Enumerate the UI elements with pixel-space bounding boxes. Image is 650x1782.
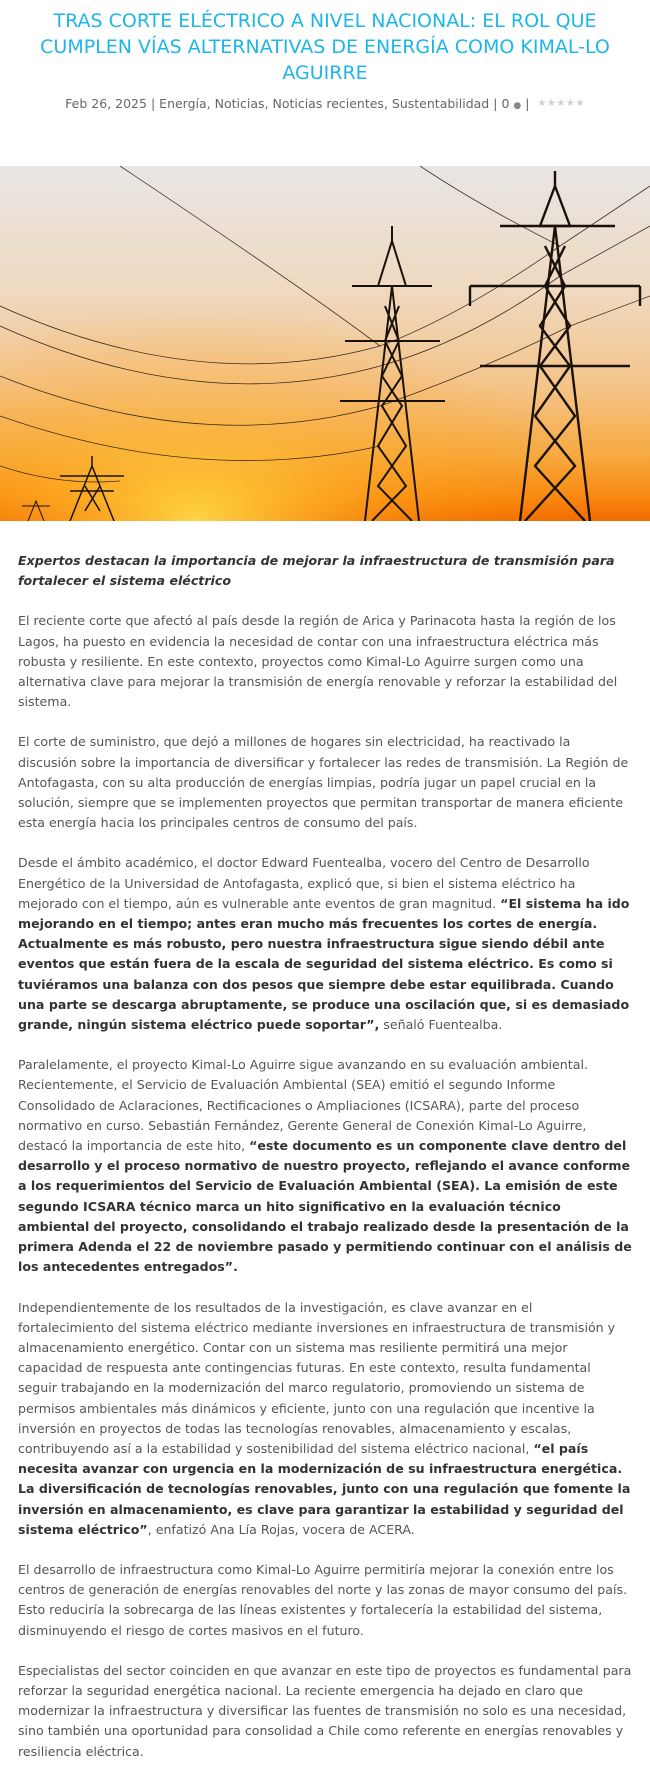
article-paragraph: El corte de suministro, que dejó a millones de hogares sin electricidad, ha reactivado la discusión sobre la importancia de diversificar y fortalecer las redes de transmisión. La Región de Antofagasta, con su alta producción de energías limpias, podría jugar un papel crucial en la solución, siempre que se implementen proyectos que permitan transportar de manera eficiente esta energía hacia los principales centros de consumo del país. <box>18 734 629 831</box>
paragraph-text: Desde el ámbito académico, el doctor Edward Fuentealba, vocero del Centro de Desarrollo Energético de la Universidad de Antofagasta, explicó que, si bien el sistema eléctrico ha mejorado con el tiempo, aún es vulnerable ante eventos de gran magnitud. <box>18 855 590 911</box>
article-lead: Expertos destacan la importancia de mejorar la infraestructura de transmisión para fortalecer el sistema eléctrico <box>18 553 615 589</box>
article-paragraph: El desarrollo de infraestructura como Kimal-Lo Aguirre permitiría mejorar la conexión entre los centros de generación de energías renovables del norte y las zonas de mayor consumo del país. Esto reduciría la sobrecarga de las líneas existentes y fortalecería la estabilidad del sistema, disminuyendo el riesgo de cortes masivos en el futuro. <box>18 1561 628 1638</box>
category-list: Energía, Noticias, Noticias recientes, Sustentabilidad <box>159 96 490 111</box>
comment-icon: ● <box>513 101 522 111</box>
paragraph-text: Independientemente de los resultados de la investigación, es clave avanzar en el fortalecimiento del sistema eléctrico mediante inversiones en infraestructura de transmisión y almacenamiento energético. Contar con un sistema mas resiliente permitirá una mejor capacidad de respuesta ante contingencias futuras. En este contexto, resulta fundamental seguir trabajando en la modernización del marco regulatorio, promoviendo un sistema de permisos ambientales más dinámicos y eficiente, junto con una regulación que incentive la inversión en proyectos de todas las tecnologías renovables, almacenamiento y escalas, contribuyendo así a la estabilidad y sostenibilidad del sistema eléctrico nacional, <box>18 1299 616 1456</box>
star-icon: ★ <box>575 98 585 109</box>
post-title: TRAS CORTE ELÉCTRICO A NIVEL NACIONAL: EL ROL QUE CUMPLEN VÍAS ALTERNATIVAS DE ENERGÍA COMO KIMAL-LO AGUIRRE <box>40 10 610 84</box>
article-paragraph: Especialistas del sector coinciden en que avanzar en este tipo de proyectos es fundamental para reforzar la seguridad energética nacional. La reciente emergencia ha dejado en claro que modernizar la infraestructura y diversificar las fuentes de transmisión no solo es una necesidad, sino también una oportunidad para consolidad a Chile como referente en energías renovables y resiliencia eléctrica. <box>18 1662 632 1759</box>
post-meta <box>12 96 638 111</box>
meta-separator: | <box>493 96 498 111</box>
article-paragraph <box>18 1298 632 1540</box>
meta-separator: | <box>150 96 156 111</box>
paragraph-text: señaló Fuentealba. <box>379 1017 503 1033</box>
post-date: Feb 26, 2025 <box>65 96 147 111</box>
star-icon: ★ <box>537 98 547 109</box>
quote-rojas: “el país necesita avanzar con urgencia en la modernización de su infraestructura energética. La diversificación de tecnologías renovables, junto con una regulación que fomente la inversión en almacenamiento, es clave para garantizar la estabilidad y seguridad del sistema eléctrico” <box>18 1440 631 1537</box>
featured-image <box>0 166 650 521</box>
star-icon: ★ <box>565 98 576 109</box>
star-icon: ★ <box>556 98 566 109</box>
quote-fernandez: “este documento es un componente clave dentro del desarrollo y el proceso normativo de nuestro proyecto, reflejando el avance conforme a los requerimientos del Servicio de Evaluación Ambiental (SEA). La emisión de este segundo ICSARA técnico marca un hito significativo en la evaluación técnico ambiental del proyecto, consolidando el trabajo realizado desde la presentación de la primera Adenda el 22 de noviembre pasado y permitiendo continuar con el análisis de los antecedentes entregados”. <box>18 1138 632 1275</box>
article-paragraph <box>18 853 632 1035</box>
category-link[interactable]: Sustentabilidad <box>391 96 490 111</box>
paragraph-text: Paralelamente, el proyecto Kimal-Lo Aguirre sigue avanzando en su evaluación ambiental. Recientemente, el Servicio de Evaluación Ambiental (SEA) emitió el segundo Informe Consolidado de Aclaraciones, Rectificaciones o Ampliaciones (ICSARA), parte del proceso normativo en curso. Sebastián Fernández, Gerente General de Conexión Kimal-Lo Aguirre, destacó la importancia de este hito, <box>18 1057 588 1154</box>
category-link[interactable]: Noticias recientes <box>272 96 384 111</box>
star-icon: ★ <box>546 98 557 109</box>
quote-fuentealba: “El sistema ha ido mejorando en el tiempo; antes eran mucho más frecuentes los cortes de energía. Actualmente es más robusto, pero nuestra infraestructura sigue siendo débil ante eventos que están fuera de la escala de seguridad del sistema eléctrico. Es como si tuviéramos una balanza con dos pesos que siempre debe estar equilibrada. Cuando una parte se descarga abruptamente, se produce una oscilación que, si es demasiado grande, ningún sistema eléctrico puede soportar”, <box>18 895 630 1033</box>
article-paragraph <box>18 1055 632 1277</box>
paragraph-text: , enfatizó Ana Lía Rojas, vocera de ACERA. <box>147 1521 415 1537</box>
star-rating <box>537 98 584 109</box>
category-link[interactable]: Energía <box>159 96 207 111</box>
meta-separator: | <box>525 96 530 111</box>
comments-link[interactable] <box>501 96 521 111</box>
category-link[interactable]: Noticias <box>214 96 265 111</box>
article-body <box>0 521 650 1762</box>
post-header <box>0 0 650 111</box>
comments-count: 0 <box>501 96 510 111</box>
article-paragraph: El reciente corte que afectó al país desde la región de Arica y Parinacota hasta la región de los Lagos, ha puesto en evidencia la necesidad de contar con una infraestructura eléctrica más robusta y resiliente. En este contexto, proyectos como Kimal-Lo Aguirre surgen como una alternativa clave para mejorar la transmisión de energía renovable y reforzar la estabilidad del sistema. <box>18 613 618 710</box>
